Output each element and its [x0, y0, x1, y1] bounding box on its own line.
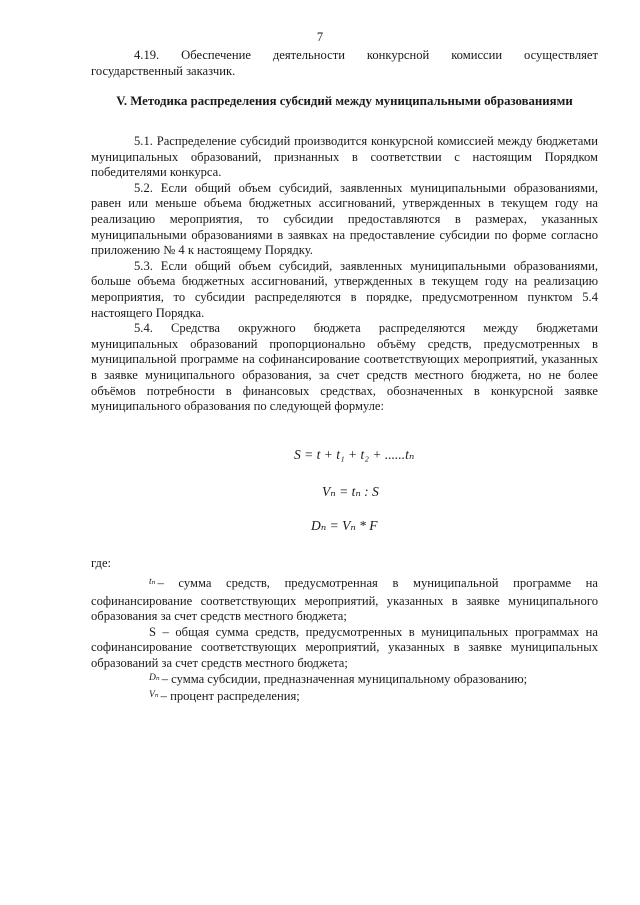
definition-item: [91, 576, 598, 625]
clause-4-19-text: 4.19. Обеспечение деятельности конкурсной комиссии осуществляет государственный заказчик.: [91, 48, 598, 78]
section-body: [91, 134, 598, 415]
paragraph-5-3: 5.3. Если общий объем субсидий, заявленных муниципальными образованиями, больше объема бюджетных ассигнований, утвержденных в текущем году на реализацию мероприятия, то субсидии распределяются в порядке, предусмотренном пунктом 5.4 настоящего Порядка.: [91, 258, 598, 320]
definition-item: [91, 625, 598, 672]
definition-symbol: Dₙ: [149, 672, 160, 683]
definition-text: S – общая сумма средств, предусмотренных в муниципальных программах на софинансирование соответствующих мероприятий, указанных в заявке муниципальных образований за счет средств местного бюджета;: [91, 624, 598, 670]
definition-item: [91, 672, 598, 690]
definition-text: – процент распределения;: [160, 689, 300, 704]
page-number: 7: [316, 30, 324, 44]
formula-percent: Vₙ = tₙ : S: [322, 484, 379, 499]
definition-text: – сумма средств, предусмотренная в муниципальной программе на софинансирование соответствующих мероприятий, указанных в заявке муниципального образования за счет средств местного бюджета;: [91, 576, 598, 624]
definition-text: – сумма субсидии, предназначенная муниципальному образованию;: [161, 671, 528, 686]
clause-4-19: [91, 48, 598, 79]
paragraph-5-4: 5.4. Средства окружного бюджета распределяются между бюджетами муниципальных образований пропорционально объёму средств, предусмотренных в муниципальной программе на софинансирование соответствующих мероприятий, указанных в заявке муниципального образования, за счет средств местного бюджета, но не более объёмов потребности в финансовых средствах, обозначенных в конкурсной заявке муниципального образования по следующей формуле:: [91, 321, 598, 414]
definition-symbol: Vₙ: [149, 690, 159, 701]
paragraph-5-2: 5.2. Если общий объем субсидий, заявленных муниципальными образованиями, равен или меньше объема бюджетных ассигнований, утвержденных в текущем году на реализацию мероприятия, то субсидии предоставляются в размерах, указанных муниципальными образованиями в заявках на предоставление субсидии по форме согласно приложению № 4 к настоящему Порядку.: [91, 180, 598, 258]
definition-symbol: tₙ: [149, 577, 156, 587]
formula-subsidy: Dₙ = Vₙ * F: [311, 518, 378, 533]
where-label: где:: [91, 556, 112, 570]
formula-sum: S = t + t₁ + t₂ + ......tₙ: [294, 447, 415, 462]
definition-item: [91, 689, 598, 707]
definitions-list: [91, 576, 598, 707]
section-heading: V. Методика распределения субсидий между муниципальными образованиями: [116, 94, 573, 108]
paragraph-5-1: 5.1. Распределение субсидий производится конкурсной комиссией между бюджетами муниципальных образований, признанных в соответствии с настоящим Порядком победителями конкурса.: [91, 134, 598, 180]
